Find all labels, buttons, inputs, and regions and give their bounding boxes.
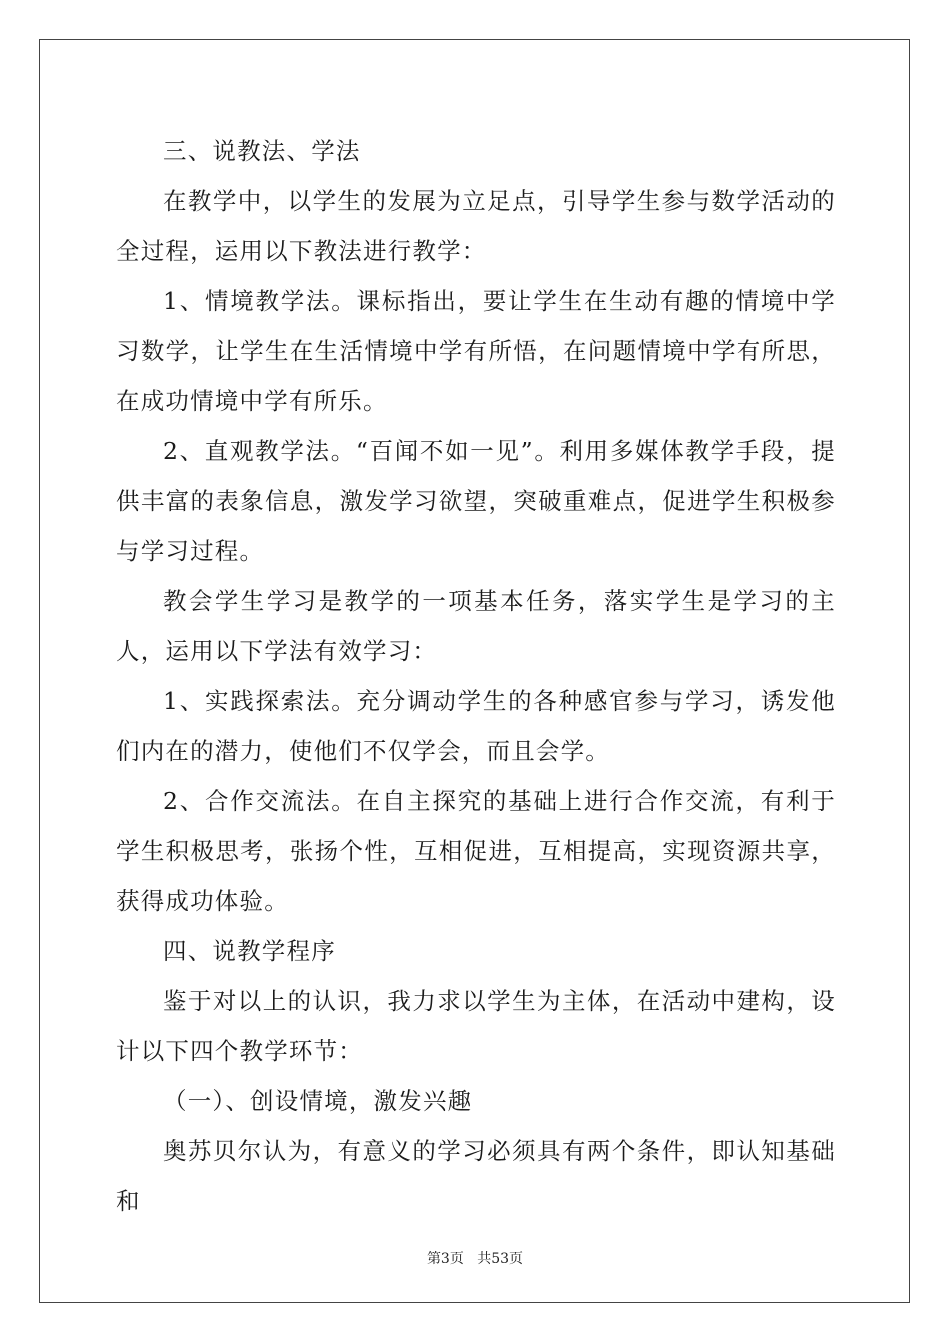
heading-teaching-methods: 三、说教法、学法 [163,137,361,165]
heading-teaching-procedure: 四、说教学程序 [163,937,336,965]
paragraph: 鉴于对以上的认识，我力求以学生为主体，在活动中建构，设计以下四个教学环节： [116,987,836,1065]
paragraph: 2、合作交流法。在自主探究的基础上进行合作交流，有利于学生积极思考，张扬个性，互相促进，互相提高，实现资源共享，获得成功体验。 [116,787,836,915]
paragraph: 1、情境教学法。课标指出，要让学生在生动有趣的情境中学习数学，让学生在生活情境中学有所悟，在问题情境中学有所思，在成功情境中学有所乐。 [116,287,836,415]
paragraph: 教会学生学习是教学的一项基本任务，落实学生是学习的主人，运用以下学法有效学习： [116,587,836,665]
paragraph: 2、直观教学法。“百闻不如一见”。利用多媒体教学手段，提供丰富的表象信息，激发学习欲望，突破重难点，促进学生积极参与学习过程。 [116,437,836,565]
document-body [116,126,836,1226]
paragraph: 1、实践探索法。充分调动学生的各种感官参与学习，诱发他们内在的潜力，使他们不仅学会，而且会学。 [116,687,836,765]
page-number: 第3页 [426,1251,464,1267]
paragraph: 奥苏贝尔认为，有意义的学习必须具有两个条件，即认知基础和 [116,1137,836,1215]
subheading-create-situation: （一）、创设情境，激发兴趣 [163,1087,473,1115]
page-footer [0,1248,950,1268]
paragraph: 在教学中，以学生的发展为立足点，引导学生参与数学活动的全过程，运用以下教法进行教学： [116,187,836,265]
page-total: 共53页 [477,1251,524,1267]
